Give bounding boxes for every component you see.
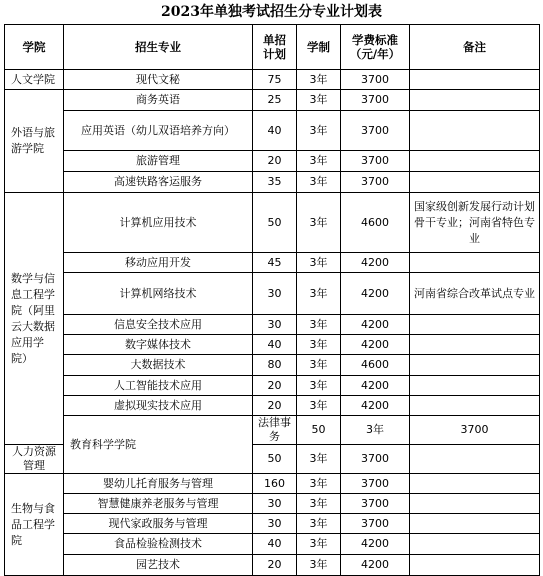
table-row	[5, 193, 540, 253]
plan-cell: 30	[253, 494, 297, 514]
plan-cell: 45	[253, 253, 297, 273]
duration-cell: 3年	[297, 335, 341, 355]
table-row	[5, 514, 540, 534]
plan-cell: 25	[253, 90, 297, 111]
duration-cell: 3年	[297, 111, 341, 151]
note-cell: 河南省综合改革试点专业	[410, 273, 540, 315]
table-row	[5, 494, 540, 514]
fee-cell: 3700	[341, 70, 410, 90]
note-cell	[410, 253, 540, 273]
fee-cell: 4600	[341, 193, 410, 253]
header-note: 备注	[410, 25, 540, 70]
header-duration: 学制	[297, 25, 341, 70]
table-row	[5, 111, 540, 151]
duration-cell: 3年	[297, 315, 341, 335]
note-cell	[410, 111, 540, 151]
table-row	[5, 335, 540, 355]
note-cell	[410, 335, 540, 355]
college-cell: 外语与旅游学院	[5, 90, 64, 193]
duration-cell: 3年	[297, 193, 341, 253]
duration-cell: 3年	[297, 445, 341, 474]
major-cell: 智慧健康养老服务与管理	[64, 494, 253, 514]
plan-cell: 30	[253, 514, 297, 534]
college-cell: 人文学院	[5, 70, 64, 90]
duration-cell: 3年	[297, 273, 341, 315]
fee-cell: 4200	[341, 376, 410, 396]
major-cell: 移动应用开发	[64, 253, 253, 273]
fee-cell: 3700	[341, 172, 410, 193]
duration-cell: 3年	[297, 494, 341, 514]
fee-cell: 3700	[341, 151, 410, 172]
duration-cell: 3年	[297, 396, 341, 416]
duration-cell: 3年	[297, 474, 341, 494]
table-row	[5, 376, 540, 396]
note-cell	[410, 474, 540, 494]
note-cell	[410, 494, 540, 514]
fee-cell: 4200	[341, 253, 410, 273]
duration-cell: 3年	[297, 90, 341, 111]
duration-cell: 3年	[297, 534, 341, 555]
major-cell: 食品检验检测技术	[64, 534, 253, 555]
major-cell: 大数据技术	[64, 355, 253, 376]
duration-cell: 3年	[341, 416, 410, 445]
header-plan-text: 单招 计划	[263, 33, 286, 61]
fee-cell: 3700	[410, 416, 540, 445]
fee-cell: 3700	[341, 494, 410, 514]
enrollment-plan-table	[4, 24, 540, 576]
major-cell: 商务英语	[64, 90, 253, 111]
table-row	[5, 355, 540, 376]
table-row	[5, 555, 540, 576]
note-cell	[410, 70, 540, 90]
header-major: 招生专业	[64, 25, 253, 70]
note-cell	[410, 355, 540, 376]
college-cell: 数学与信息工程学院（阿里云大数据应用学院）	[5, 193, 64, 445]
major-cell: 应用英语（幼儿双语培养方向）	[64, 111, 253, 151]
fee-cell: 3700	[341, 445, 410, 474]
major-cell: 数字媒体技术	[64, 335, 253, 355]
plan-cell: 35	[253, 172, 297, 193]
table-row	[5, 534, 540, 555]
plan-cell: 40	[253, 534, 297, 555]
major-cell: 现代文秘	[64, 70, 253, 90]
college-cell: 教育科学学院	[64, 416, 253, 474]
major-cell: 旅游管理	[64, 151, 253, 172]
page-title: 2023年单独考试招生分专业计划表	[161, 4, 382, 20]
table-body	[5, 70, 540, 576]
duration-cell: 3年	[297, 555, 341, 576]
major-cell: 婴幼儿托育服务与管理	[64, 474, 253, 494]
plan-cell: 30	[253, 315, 297, 335]
plan-cell: 20	[253, 151, 297, 172]
duration-cell: 3年	[297, 355, 341, 376]
plan-cell: 80	[253, 355, 297, 376]
plan-cell: 20	[253, 376, 297, 396]
duration-cell: 3年	[297, 151, 341, 172]
note-cell	[410, 376, 540, 396]
plan-cell: 75	[253, 70, 297, 90]
table-row	[5, 396, 540, 416]
table-row	[5, 474, 540, 494]
fee-cell: 4200	[341, 315, 410, 335]
major-cell: 人力资源管理	[5, 445, 64, 474]
note-cell: 国家级创新发展行动计划骨干专业；河南省特色专业	[410, 193, 540, 253]
table-row	[5, 416, 540, 445]
table-row	[5, 253, 540, 273]
header-college: 学院	[5, 25, 64, 70]
plan-cell: 30	[253, 273, 297, 315]
major-cell: 园艺技术	[64, 555, 253, 576]
major-cell: 法律事务	[253, 416, 297, 445]
college-cell: 生物与食品工程学院	[5, 474, 64, 576]
plan-cell: 50	[253, 193, 297, 253]
note-cell	[410, 555, 540, 576]
table-row	[5, 315, 540, 335]
duration-cell: 3年	[297, 172, 341, 193]
major-cell: 计算机网络技术	[64, 273, 253, 315]
fee-cell: 4200	[341, 534, 410, 555]
note-cell	[410, 534, 540, 555]
fee-cell: 4600	[341, 355, 410, 376]
major-cell: 信息安全技术应用	[64, 315, 253, 335]
note-cell	[410, 151, 540, 172]
duration-cell: 3年	[297, 70, 341, 90]
major-cell: 高速铁路客运服务	[64, 172, 253, 193]
table-row	[5, 273, 540, 315]
fee-cell: 3700	[341, 514, 410, 534]
header-plan	[253, 25, 297, 70]
plan-cell: 40	[253, 111, 297, 151]
note-cell	[410, 396, 540, 416]
plan-cell: 50	[297, 416, 341, 445]
header-fee-text: 学费标准 （元/年）	[349, 33, 401, 61]
plan-cell: 50	[253, 445, 297, 474]
fee-cell: 3700	[341, 474, 410, 494]
plan-cell: 160	[253, 474, 297, 494]
fee-cell: 4200	[341, 335, 410, 355]
fee-cell: 3700	[341, 111, 410, 151]
note-cell	[410, 90, 540, 111]
header-fee	[341, 25, 410, 70]
note-cell	[410, 514, 540, 534]
header-row	[5, 25, 540, 70]
major-cell: 现代家政服务与管理	[64, 514, 253, 534]
fee-cell: 4200	[341, 396, 410, 416]
duration-cell: 3年	[297, 376, 341, 396]
plan-cell: 20	[253, 555, 297, 576]
major-cell: 人工智能技术应用	[64, 376, 253, 396]
fee-cell: 4200	[341, 273, 410, 315]
plan-cell: 40	[253, 335, 297, 355]
fee-cell: 3700	[341, 90, 410, 111]
note-cell	[410, 445, 540, 474]
major-cell: 计算机应用技术	[64, 193, 253, 253]
table-row	[5, 70, 540, 90]
table-row	[5, 151, 540, 172]
note-cell	[410, 315, 540, 335]
duration-cell: 3年	[297, 514, 341, 534]
table-row	[5, 172, 540, 193]
table-row	[5, 90, 540, 111]
fee-cell: 4200	[341, 555, 410, 576]
plan-cell: 20	[253, 396, 297, 416]
major-cell: 虚拟现实技术应用	[64, 396, 253, 416]
duration-cell: 3年	[297, 253, 341, 273]
note-cell	[410, 172, 540, 193]
